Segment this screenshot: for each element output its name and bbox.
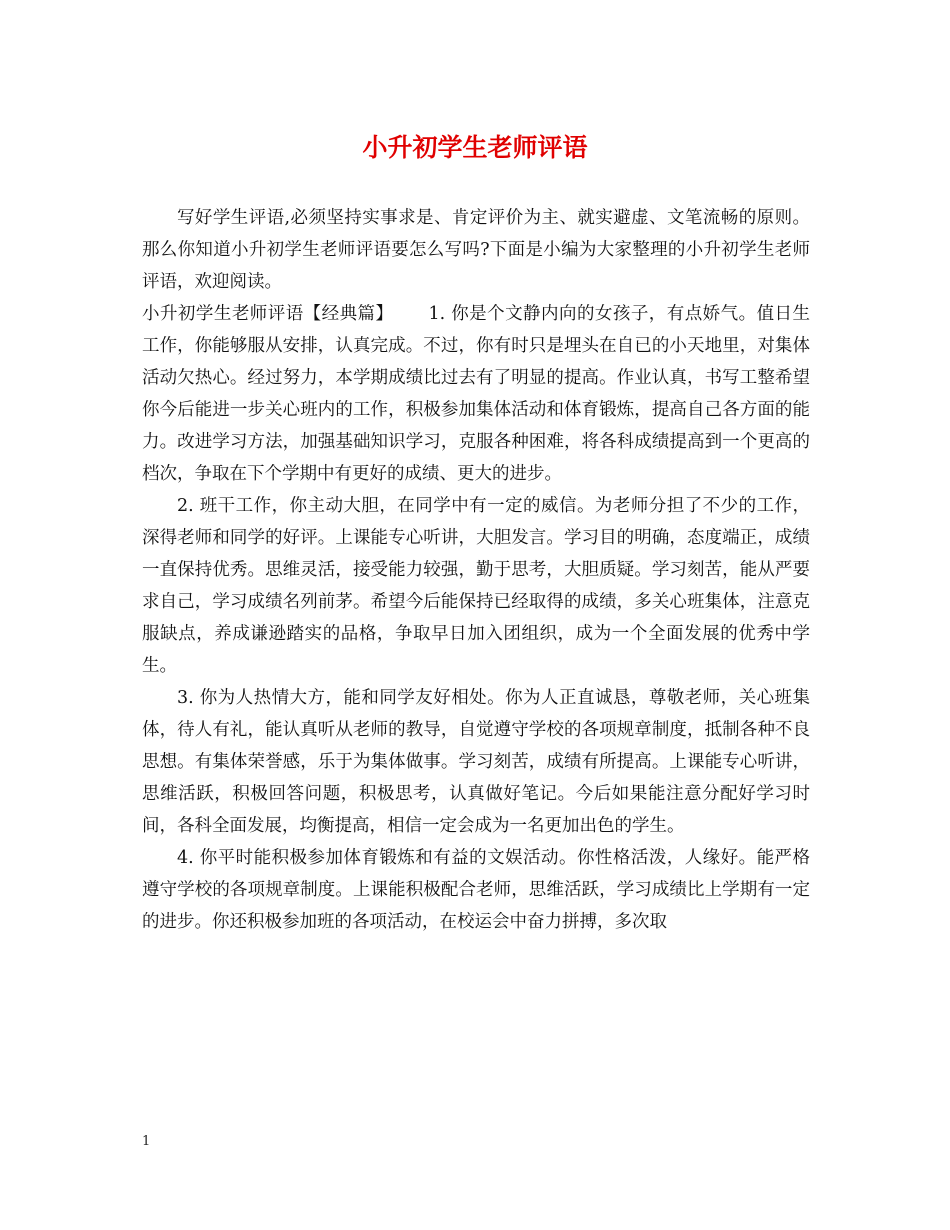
page-title: 小升初学生老师评语 [362,133,588,162]
comment-1-text: 1. 你是个文静内向的女孩子，有点娇气。值日生工作，你能够服从安排，认真完成。不过，你有时只是埋头在自已的小天地里，对集体活动欠热心。经过努力，本学期成绩比过去有了明显的提高。作业认真，书写工整希望你今后能进一步关心班内的工作，积极参加集体活动和体育锻炼，提高自己各方面的能力。改进学习方法，加强基础知识学习，克服各种困难，将各科成绩提高到一个更高的档次，争取在下个学期中有更好的成绩、更大的进步。 [142,304,810,484]
section-heading: 小升初学生老师评语【经典篇】 [142,304,394,324]
comment-3-paragraph: 3. 你为人热情大方，能和同学友好相处。你为人正直诚恳，尊敬老师，关心班集体，待人有礼，能认真听从老师的教导，自觉遵守学校的各项规章制度，抵制各种不良思想。有集体荣誉感，乐于为集体做事。学习刻苦，成绩有所提高。上课能专心听讲，思维活跃，积极回答问题，积极思考，认真做好笔记。今后如果能注意分配好学习时间，各科全面发展，均衡提高，相信一定会成为一名更加出色的学生。 [142,688,810,836]
comment-4-paragraph: 4. 你平时能积极参加体育锻炼和有益的文娱活动。你性格活泼，人缘好。能严格遵守学校的各项规章制度。上课能积极配合老师，思维活跃，学习成绩比上学期有一定的进步。你还积极参加班的各项活动，在校运会中奋力拼搏，多次取 [142,848,810,932]
document-body [142,202,810,938]
page-number: 1 [142,1134,151,1149]
comment-2-paragraph: 2. 班干工作，你主动大胆，在同学中有一定的威信。为老师分担了不少的工作，深得老师和同学的好评。上课能专心听讲，大胆发言。学习目的明确，态度端正，成绩一直保持优秀。思维灵活，接受能力较强，勤于思考，大胆质疑。学习刻苦，能从严要求自己，学习成绩名列前茅。希望今后能保持已经取得的成绩，多关心班集体，注意克服缺点，养成谦逊踏实的品格，争取早日加入团组织，成为一个全面发展的优秀中学生。 [142,496,810,676]
section-heading-gap [393,304,428,324]
section-paragraph-1 [142,298,810,490]
intro-paragraph: 写好学生评语,必须坚持实事求是、肯定评价为主、就实避虚、文笔流畅的原则。那么你知道小升初学生老师评语要怎么写吗?下面是小编为大家整理的小升初学生老师评语，欢迎阅读。 [142,208,810,292]
